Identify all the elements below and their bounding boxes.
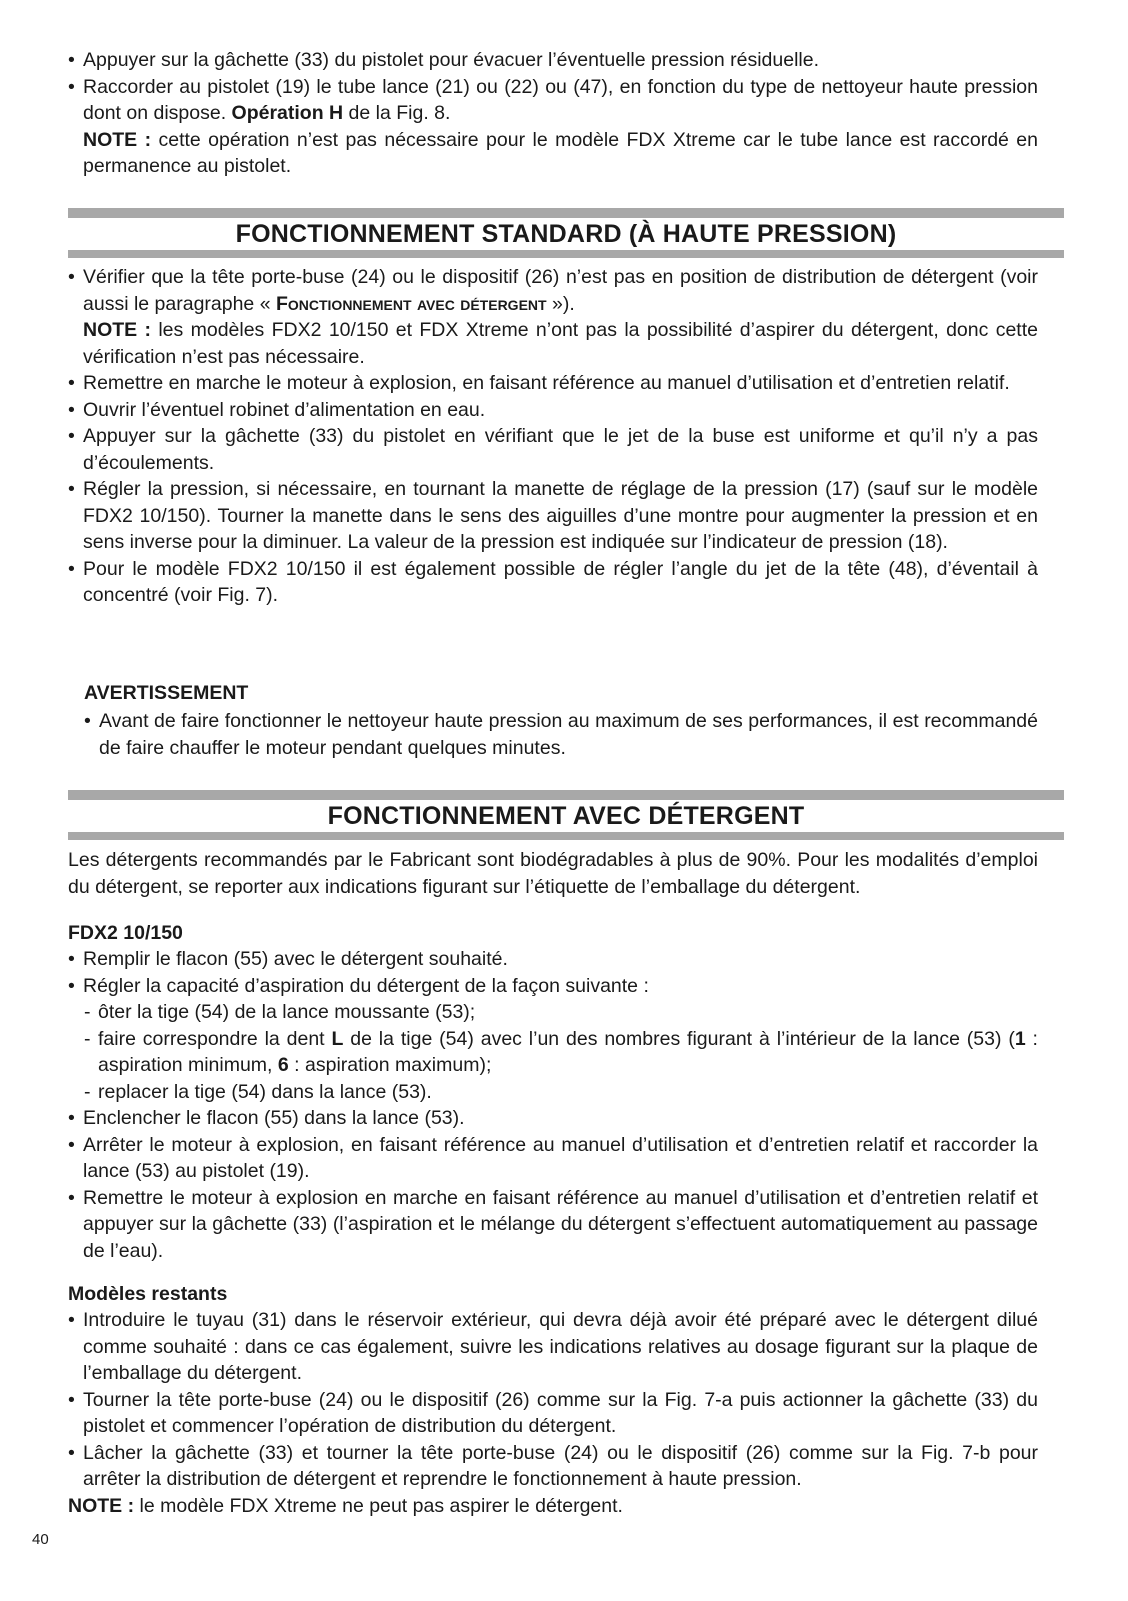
divider (68, 250, 1064, 258)
list-item: • Remplir le flacon (55) avec le détergent souhaité. (68, 946, 1038, 973)
divider (68, 208, 1064, 218)
note: NOTE : les modèles FDX2 10/150 et FDX Xtreme n’ont pas la possibilité d’aspirer du détergent, donc cette vérification n’est pas nécessaire. (83, 319, 1038, 368)
list-item: • Régler la pression, si nécessaire, en tournant la manette de réglage de la pression (17) (sauf sur le modèle FDX2 10/150). Tourner la manette dans le sens des aiguilles d’une montre pour augmenter la pression et en sens inverse pour la diminuer. La valeur de la pression est indiquée sur l’indicateur de pression (18). (68, 476, 1038, 556)
list-item: • Tourner la tête porte-buse (24) ou le dispositif (26) comme sur la Fig. 7-a puis actionner la gâchette (33) du pistolet et commencer l’opération de distribution du détergent. (68, 1387, 1038, 1440)
other-models-title: Modèles restants (68, 1283, 228, 1305)
list-item: • Régler la capacité d’aspiration du détergent de la façon suivante : - ôter la tige (54) de la lance moussante (53); - faire correspondre la dent L de la tige (54) avec l’un des nombres figurant à l’intérieur de la lance (53) (1 : aspiration minimum, 6 : aspiration maximum); - replacer la tige (54) dans la lance (53). (68, 973, 1038, 1106)
list-item: • Appuyer sur la gâchette (33) du pistolet pour évacuer l’éventuelle pression résiduelle. (68, 47, 1038, 74)
list-item: • Introduire le tuyau (31) dans le réservoir extérieur, qui devra déjà avoir été préparé avec le détergent dilué comme souhaité : dans ce cas également, suivre les indications relatives au dosage figurant sur la plaque de l’emballage du détergent. (68, 1307, 1038, 1387)
list-item: • Remettre en marche le moteur à explosion, en faisant référence au manuel d’utilisation et d’entretien relatif. (68, 370, 1038, 397)
fdx2-list (68, 946, 1038, 1264)
list-item: • Ouvrir l’éventuel robinet d’alimentation en eau. (68, 397, 1038, 424)
divider (68, 790, 1064, 800)
page-number: 40 (32, 1531, 49, 1548)
sub-list-item: - ôter la tige (54) de la lance moussante (53); (68, 999, 1038, 1026)
section-title: FONCTIONNEMENT STANDARD (À HAUTE PRESSION) (235, 220, 897, 248)
list-item: • Lâcher la gâchette (33) et tourner la tête porte-buse (24) ou le dispositif (26) comme sur la Fig. 7-b pour arrêter la distribution de détergent et reprendre le fonctionnement à haute pression. (68, 1440, 1038, 1493)
other-models-list (68, 1307, 1038, 1493)
standard-list (68, 264, 1038, 609)
warning-title: AVERTISSEMENT (84, 682, 249, 704)
other-models-block (68, 1281, 1038, 1519)
list-item: • Arrêter le moteur à explosion, en faisant référence au manuel d’utilisation et d’entretien relatif et raccorder la lance (53) au pistolet (19). (68, 1132, 1038, 1185)
list-item: • Vérifier que la tête porte-buse (24) ou le dispositif (26) n’est pas en position de distribution de détergent (voir aussi le paragraphe « Fonctionnement avec détergent »). NOTE : les modèles FDX2 10/150 et FDX Xtreme n’ont pas la possibilité d’aspirer du détergent, donc cette vérification n’est pas nécessaire. (68, 264, 1038, 370)
section-header-standard (68, 208, 1064, 258)
intro-block (68, 47, 1038, 180)
section-title: FONCTIONNEMENT AVEC DÉTERGENT (327, 802, 805, 830)
standard-operation-block (68, 264, 1038, 609)
section-header-detergent (68, 790, 1064, 840)
sub-list-item: - faire correspondre la dent L de la tige (54) avec l’un des nombres figurant à l’intérieur de la lance (53) (1 : aspiration minimum, 6 : aspiration maximum); (68, 1026, 1038, 1079)
warning-list (84, 708, 1038, 761)
fdx2-title: FDX2 10/150 (68, 922, 183, 944)
list-item: • Remettre le moteur à explosion en marche en faisant référence au manuel d’utilisation et d’entretien relatif et appuyer sur la gâchette (33) (l’aspiration et le mélange du détergent s’effectuent automatiquement au passage de l’eau). (68, 1185, 1038, 1265)
sub-list (68, 999, 1038, 1105)
list-item: • Enclencher le flacon (55) dans la lance (53). (68, 1105, 1038, 1132)
list-item: • Appuyer sur la gâchette (33) du pistolet en vérifiant que le jet de la buse est uniforme et qu’il n’y a pas d’écoulements. (68, 423, 1038, 476)
list-item: • Pour le modèle FDX2 10/150 il est également possible de régler l’angle du jet de la tête (48), d’éventail à concentré (voir Fig. 7). (68, 556, 1038, 609)
detergent-intro: Les détergents recommandés par le Fabricant sont biodégradables à plus de 90%. Pour les modalités d’emploi du détergent, se reporter aux indications figurant sur l’étiquette de l’emballage du détergent. (68, 849, 1038, 898)
fdx2-block (68, 920, 1038, 1264)
divider (68, 832, 1064, 840)
intro-list (68, 47, 1038, 180)
list-item: • Avant de faire fonctionner le nettoyeur haute pression au maximum de ses performances, il est recommandé de faire chauffer le moteur pendant quelques minutes. (84, 708, 1038, 761)
warning-block (84, 680, 1038, 761)
list-item: • Raccorder au pistolet (19) le tube lance (21) ou (22) ou (47), en fonction du type de nettoyeur haute pression dont on dispose. Opération H de la Fig. 8. NOTE : cette opération n’est pas nécessaire pour le modèle FDX Xtreme car le tube lance est raccordé en permanence au pistolet. (68, 74, 1038, 180)
sub-list-item: - replacer la tige (54) dans la lance (53). (68, 1079, 1038, 1106)
final-note: NOTE : le modèle FDX Xtreme ne peut pas aspirer le détergent. (68, 1494, 623, 1517)
note: NOTE : cette opération n’est pas nécessaire pour le modèle FDX Xtreme car le tube lance est raccordé en permanence au pistolet. (83, 128, 1038, 177)
